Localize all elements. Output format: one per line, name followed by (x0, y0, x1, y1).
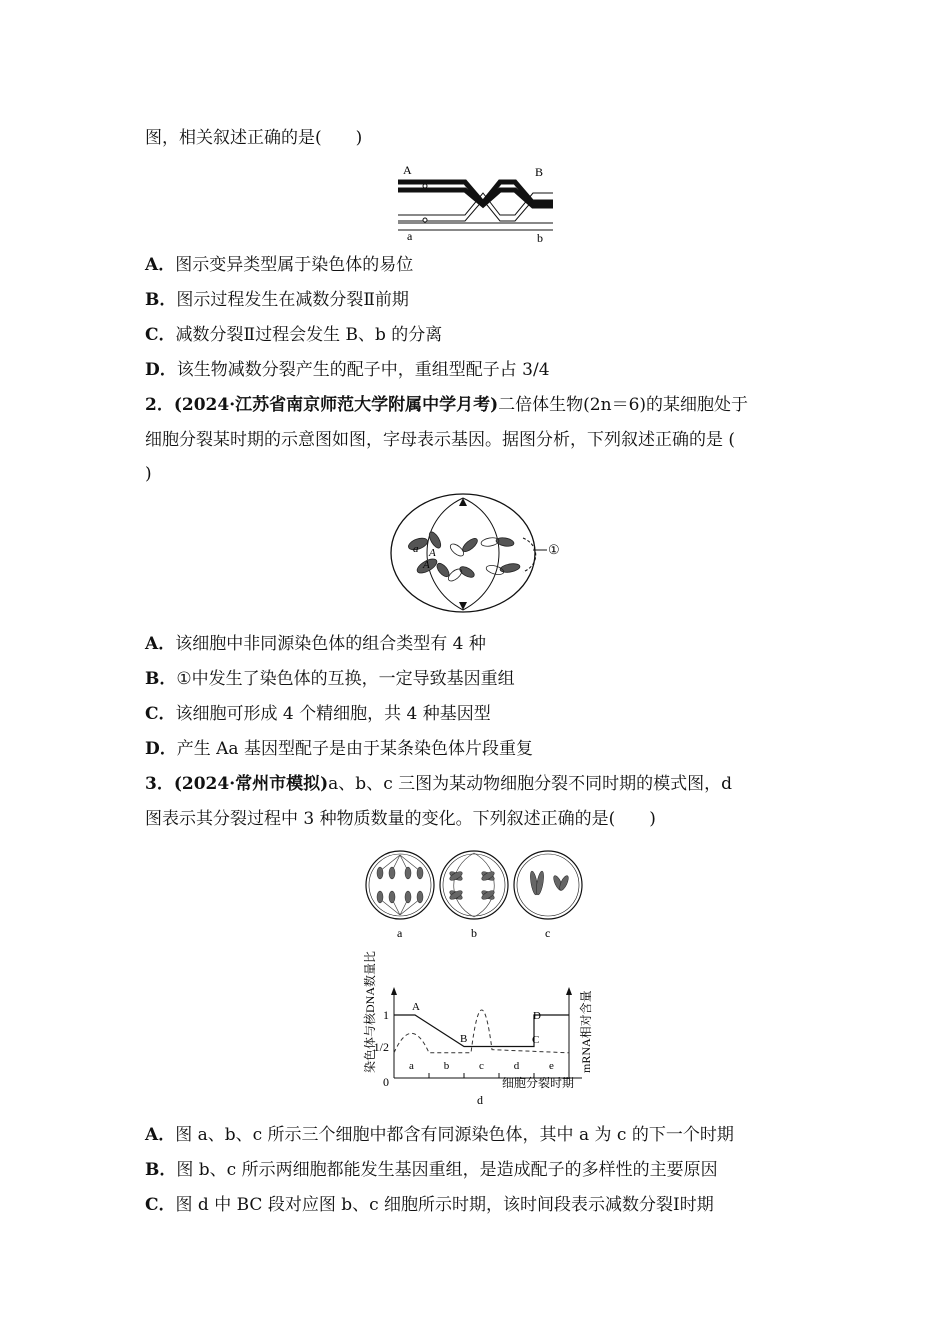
q3-cell-label-b: b (471, 926, 477, 940)
chart-point-D: D (533, 1010, 541, 1022)
q3-option-b: B．图 b、c 所示两细胞都能发生基因重组，是造成配子的多样性的主要原因 (145, 1160, 718, 1180)
q1-option-c: C．减数分裂Ⅱ过程会发生 B、b 的分离 (145, 325, 443, 345)
q3-option-a: A．图 a、b、c 所示三个细胞中都含有同源染色体，其中 a 为 c 的下一个时期 (145, 1125, 734, 1145)
q1-option-d: D．该生物减数分裂产生的配子中，重组型配子占 3/4 (145, 360, 550, 380)
q2-stem-line3: ) (145, 464, 152, 484)
q1-option-a: A．图示变异类型属于染色体的易位 (145, 255, 414, 275)
chart-phase-label: a (409, 1060, 414, 1072)
chart-title: d (477, 1093, 483, 1105)
chart-phase-label: b (443, 1060, 450, 1072)
q2-label-a: a (413, 543, 419, 555)
chart-ylabel-left: 染色体与核DNA数量比 (363, 951, 377, 1073)
q3-cell-c (514, 851, 582, 919)
chart-point-B: B (460, 1033, 468, 1045)
chart-series-ratio (394, 1015, 569, 1047)
q3-stem-line2: 图表示其分裂过程中 3 种物质数量的变化。下列叙述正确的是( ) (145, 809, 656, 829)
q2-label-A2: A (423, 559, 430, 571)
q2-cell-figure (385, 490, 570, 615)
q2-option-b: B．①中发生了染色体的互换，一定导致基因重组 (145, 669, 515, 689)
q3-chart-d (352, 945, 602, 1105)
q1-label-B: B (535, 165, 544, 179)
q1-option-b: B．图示过程发生在减数分裂Ⅱ前期 (145, 290, 409, 310)
q3-cell-diagrams (362, 843, 592, 943)
chart-ytick-half: 1/2 (373, 1040, 389, 1054)
chart-phase-label: c (479, 1060, 484, 1072)
q2-label-A1: A (429, 547, 436, 559)
q2-option-a: A．该细胞中非同源染色体的组合类型有 4 种 (145, 634, 486, 654)
q3-stem-line1: 3．(2024·常州市模拟)a、b、c 三图为某动物细胞分裂不同时期的模式图，d (145, 774, 732, 794)
q1-label-A: A (403, 163, 412, 177)
q2-stem-line1: 2．(2024·江苏省南京师范大学附属中学月考)二倍体生物(2n＝6)的某细胞处于 (145, 395, 749, 415)
chart-phase-label: d (513, 1060, 520, 1072)
chart-xlabel: 细胞分裂时期 (502, 1076, 575, 1090)
chart-point-C: C (532, 1034, 540, 1046)
q3-cell-label-c: c (545, 926, 551, 940)
q2-option-d: D．产生 Aa 基因型配子是由于某条染色体片段重复 (145, 739, 533, 759)
q3-cell-a (366, 851, 434, 919)
q2-stem-line2: 细胞分裂某时期的示意图如图，字母表示基因。据图分析，下列叙述正确的是 ( (145, 430, 736, 450)
chart-ylabel-right: mRNA相对含量 (579, 990, 593, 1073)
q1-label-b: b (537, 231, 543, 245)
q1-label-a: a (407, 229, 413, 243)
chart-point-A: A (412, 1001, 420, 1013)
q3-cell-b (440, 851, 508, 919)
chart-phase-label: e (549, 1060, 554, 1072)
chart-origin: 0 (383, 1075, 389, 1089)
q2-label-circle1: ① (548, 542, 560, 557)
q2-option-c: C．该细胞可形成 4 个精细胞，共 4 种基因型 (145, 704, 491, 724)
chart-ytick-1: 1 (383, 1008, 389, 1022)
q1-crossover-figure (395, 160, 560, 245)
q3-cell-label-a: a (397, 926, 403, 940)
q3-option-c: C．图 d 中 BC 段对应图 b、c 细胞所示时期，该时间段表示减数分裂Ⅰ时期 (145, 1195, 714, 1215)
q1-stem-tail: 图，相关叙述正确的是( ) (145, 128, 363, 148)
